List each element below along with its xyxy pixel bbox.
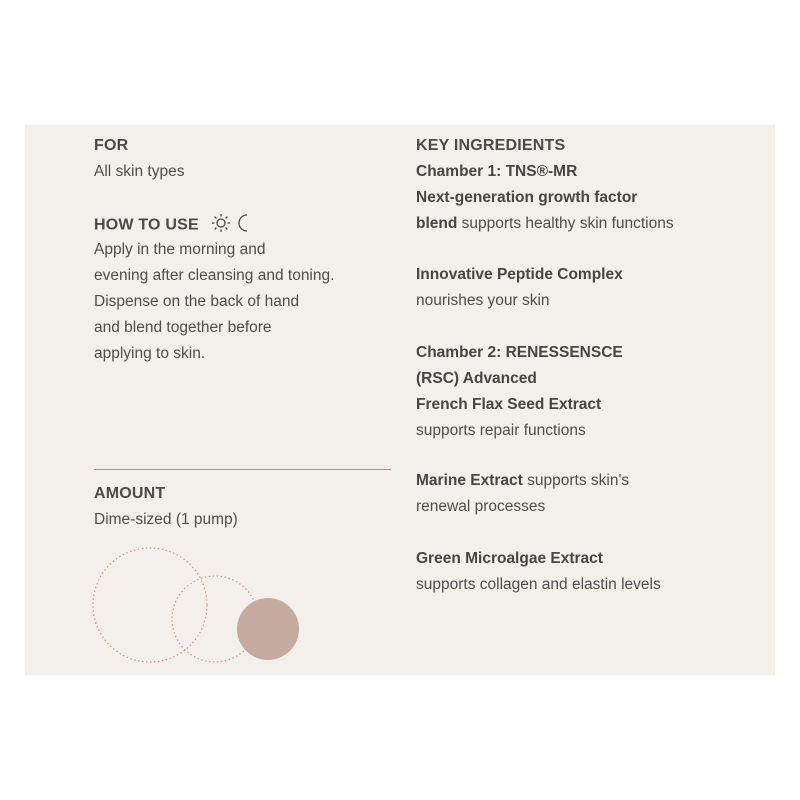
how-to-use-text <box>94 237 334 367</box>
how-to-use-line: Apply in the morning and <box>94 241 266 258</box>
peptide-text: nourishes your skin <box>416 292 550 309</box>
how-to-use-line: and blend together before <box>94 319 272 336</box>
how-to-use-icons <box>211 213 255 238</box>
marine-line1 <box>416 468 629 494</box>
microalgae-block <box>416 546 661 598</box>
chamber1-line2: Next-generation growth factor <box>416 189 638 206</box>
marine-line2: renewal processes <box>416 498 546 515</box>
how-to-use-heading <box>94 213 255 238</box>
sun-icon <box>212 214 230 232</box>
chamber2-text: supports repair functions <box>416 422 586 439</box>
chamber1-line3-rest: supports healthy skin functions <box>457 215 674 232</box>
how-to-use-label: HOW TO USE <box>94 216 199 234</box>
marine-block <box>416 468 629 520</box>
for-text-line: All skin types <box>94 163 185 180</box>
chamber1-title: Chamber 1: TNS®-MR <box>416 163 578 180</box>
amount-text-line: Dime-sized (1 pump) <box>94 511 238 528</box>
filled-circle <box>237 598 299 660</box>
how-to-use-line: applying to skin. <box>94 345 206 362</box>
for-text <box>94 159 184 185</box>
chamber1-line3 <box>416 211 674 237</box>
microalgae-title: Green Microalgae Extract <box>416 550 603 567</box>
peptide-title: Innovative Peptide Complex <box>416 266 623 283</box>
how-to-use-line: evening after cleansing and toning. <box>94 267 335 284</box>
product-info-card <box>25 125 775 675</box>
marine-rest: supports skin's <box>522 472 630 489</box>
for-heading: FOR <box>94 137 129 154</box>
key-ingredients-heading: KEY INGREDIENTS <box>416 137 566 154</box>
chamber2-title2: (RSC) Advanced <box>416 370 537 387</box>
amount-text <box>94 507 238 533</box>
sun-moon-icons <box>211 213 255 233</box>
chamber2-title1: Chamber 2: RENESSENSCE <box>416 344 623 361</box>
chamber2-block <box>416 340 623 444</box>
chamber1-line3-bold: blend <box>416 215 458 232</box>
peptide-block <box>416 262 623 314</box>
large-dotted-circle <box>93 548 207 662</box>
chamber1-block <box>416 159 674 237</box>
section-divider <box>94 469 391 470</box>
microalgae-text: supports collagen and elastin levels <box>416 576 661 593</box>
decorative-circles <box>85 540 305 670</box>
amount-heading: AMOUNT <box>94 485 166 502</box>
chamber2-title3: French Flax Seed Extract <box>416 396 602 413</box>
how-to-use-line: Dispense on the back of hand <box>94 293 300 310</box>
marine-bold: Marine Extract <box>416 472 523 489</box>
moon-icon <box>239 215 247 231</box>
